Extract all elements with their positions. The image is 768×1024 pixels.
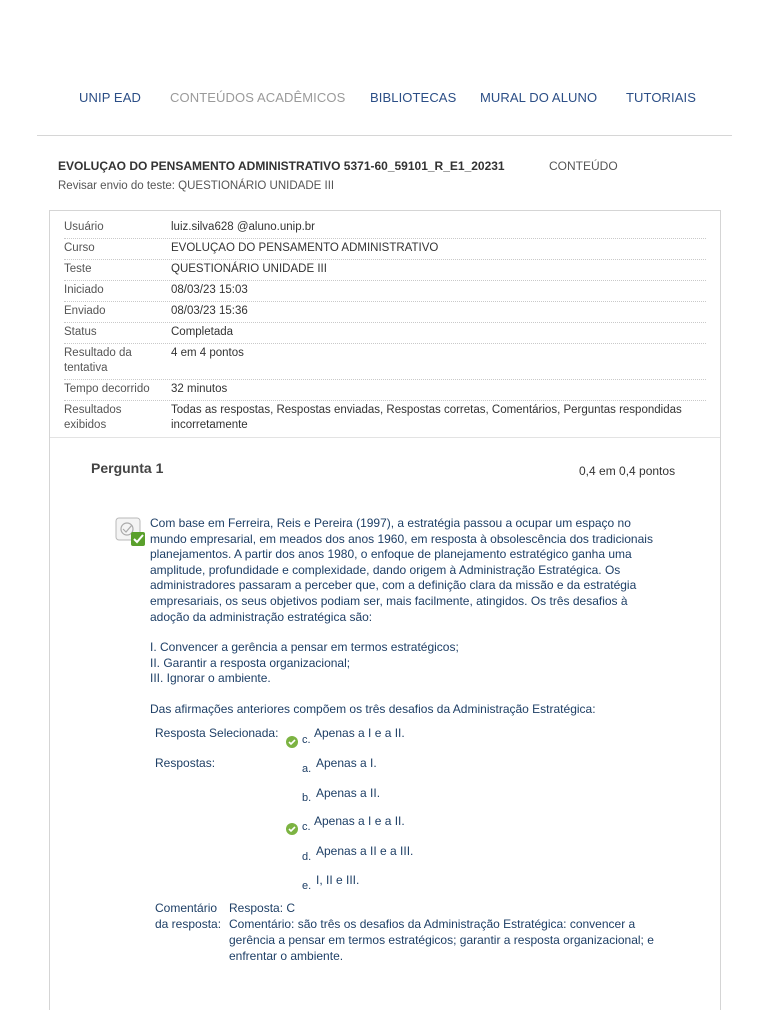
info-value: 32 minutos	[171, 383, 228, 395]
info-key: Resultado da tentativa	[64, 347, 132, 374]
info-row-usuario	[64, 218, 706, 239]
answer-comment-label: Comentário da resposta:	[155, 901, 222, 931]
info-key: Enviado	[64, 305, 106, 317]
nav-tutoriais[interactable]: TUTORIAIS	[626, 90, 697, 105]
info-row-enviado	[64, 302, 706, 323]
question-paragraph: Com base em Ferreira, Reis e Pereira (1997), a estratégia passou a ocupar um espaço no mundo empresarial, em meados dos anos 1960, em resposta à obsolescência dos tradicionais planejamentos. A partir dos anos 1980, o enfoque de planejamento estratégico ganha uma amplitude, profundidade e complexidade, dando origem à Administração Estratégica. Os administradores passaram a perceber que, com a definição clara da missão e da estratégia empresariais, os seus objetivos podiam ser, mais facilmente, atingidos. Os três desafios à adoção da administração estratégica são:	[150, 516, 653, 624]
info-row-curso	[64, 239, 706, 260]
selected-answer-text: Apenas a I e a II.	[314, 726, 405, 740]
comment-answer: Resposta: C	[229, 901, 296, 915]
course-content-link[interactable]: CONTEÚDO	[549, 159, 618, 173]
answers-label: Respostas:	[155, 756, 216, 770]
statement-item: II. Garantir a resposta organizacional;	[150, 655, 351, 670]
answer-comment	[229, 900, 669, 964]
info-row-teste	[64, 260, 706, 281]
question-text	[150, 516, 660, 718]
question-points: 0,4 em 0,4 pontos	[579, 464, 676, 478]
nav-unip-ead[interactable]: UNIP EAD	[79, 90, 141, 105]
option-text: Apenas a I e a II.	[314, 814, 405, 828]
page-breadcrumb: Revisar envio do teste: QUESTIONÁRIO UNIDADE III	[58, 180, 335, 192]
info-key: Curso	[64, 242, 95, 254]
statement-item: I. Convencer a gerência a pensar em termos estratégicos;	[150, 640, 459, 655]
check-icon	[286, 823, 298, 835]
info-key: Usuário	[64, 221, 104, 233]
option-text: I, II e III.	[316, 873, 360, 887]
selected-answer-letter: c.	[302, 734, 311, 746]
selected-answer-label: Resposta Selecionada:	[155, 726, 279, 740]
info-row-resultados-exibidos	[64, 401, 706, 436]
info-value: 08/03/23 15:03	[171, 284, 248, 296]
option-letter: a.	[302, 763, 312, 775]
info-key: Teste	[64, 263, 92, 275]
question-title: Pergunta 1	[91, 460, 164, 476]
option-text: Apenas a I.	[316, 756, 377, 770]
info-key: Status	[64, 326, 97, 338]
attempt-info-table	[64, 218, 706, 436]
option-letter: b.	[302, 792, 312, 804]
option-text: Apenas a II e a III.	[316, 844, 414, 858]
info-value: Completada	[171, 326, 234, 338]
option-letter: e.	[302, 880, 312, 892]
section-divider	[50, 437, 720, 438]
option-letter: d.	[302, 851, 312, 863]
comment-text: Comentário: são três os desafios da Administração Estratégica: convencer a gerência a pensar em termos estratégicos; garantir a resposta organizacional; e enfrentar o ambiente.	[229, 917, 654, 963]
check-icon	[286, 736, 298, 748]
question-prompt: Das afirmações anteriores compõem os três desafios da Administração Estratégica:	[150, 701, 596, 716]
nav-mural-do-aluno[interactable]: MURAL DO ALUNO	[480, 90, 598, 105]
info-value: Todas as respostas, Respostas enviadas, Respostas corretas, Comentários, Perguntas respondidas incorretamente	[171, 404, 682, 431]
info-value: 4 em 4 pontos	[171, 347, 244, 359]
info-value: 08/03/23 15:36	[171, 305, 248, 317]
info-row-status	[64, 323, 706, 344]
nav-bibliotecas[interactable]: BIBLIOTECAS	[370, 90, 457, 105]
info-row-tempo	[64, 380, 706, 401]
info-value: luiz.silva628 @aluno.unip.br	[171, 221, 316, 233]
correct-answer-icon	[115, 517, 145, 547]
info-key: Resultados exibidos	[64, 404, 122, 431]
info-value: EVOLUÇAO DO PENSAMENTO ADMINISTRATIVO	[171, 242, 439, 254]
info-row-iniciado	[64, 281, 706, 302]
nav-divider	[37, 135, 732, 136]
top-navigation	[0, 86, 768, 112]
info-key: Iniciado	[64, 284, 104, 296]
info-key: Tempo decorrido	[64, 383, 150, 395]
option-text: Apenas a II.	[316, 786, 381, 800]
option-letter: c.	[302, 821, 311, 833]
info-row-resultado	[64, 344, 706, 380]
course-title[interactable]: EVOLUÇAO DO PENSAMENTO ADMINISTRATIVO 5371-60_59101_R_E1_20231	[58, 159, 505, 173]
info-value: QUESTIONÁRIO UNIDADE III	[171, 263, 327, 275]
nav-conteudos-academicos[interactable]: CONTEÚDOS ACADÊMICOS	[170, 90, 346, 105]
statement-item: III. Ignorar o ambiente.	[150, 671, 271, 686]
